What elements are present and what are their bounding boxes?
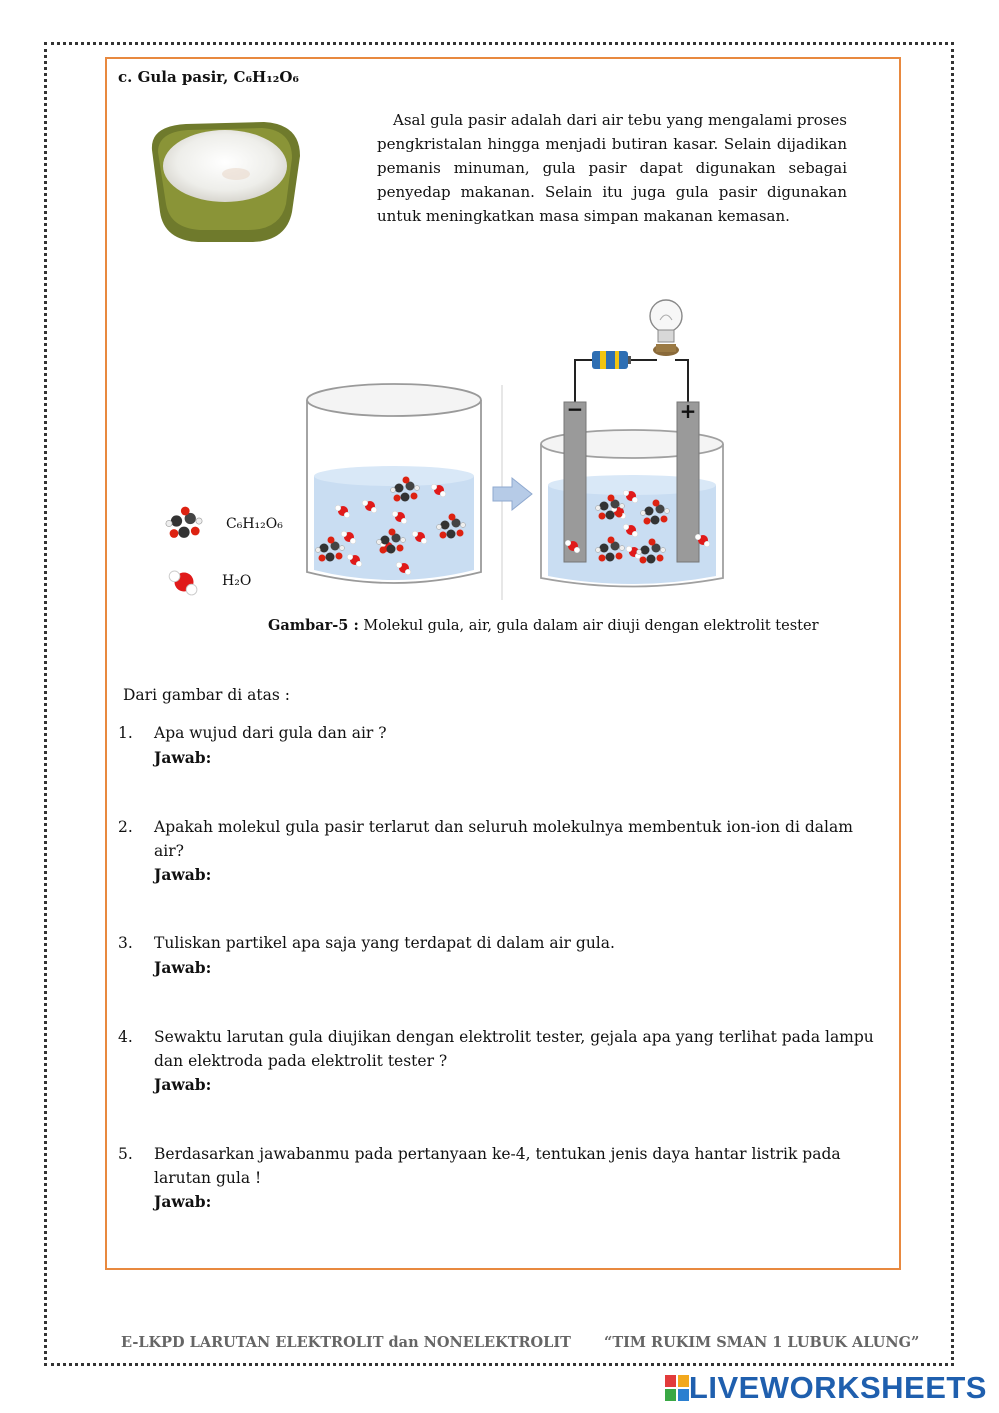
footer-title: E-LKPD LARUTAN ELEKTROLIT dan NONELEKTROLIT — [121, 1334, 571, 1351]
question-4 — [118, 1026, 874, 1097]
question-number: 1. — [118, 724, 133, 742]
light-bulb-icon — [650, 300, 682, 356]
question-text: Berdasarkan jawabanmu pada pertanyaan ke-4, tentukan jenis daya hantar listrik pada larutan gula ! — [154, 1145, 841, 1187]
question-text: Apakah molekul gula pasir terlarut dan seluruh molekulnya membentuk ion-ion di dalam air? — [154, 818, 853, 860]
caption-text: Molekul gula, air, gula dalam air diuji dengan elektrolit tester — [358, 618, 819, 634]
battery-icon — [592, 351, 631, 369]
question-2 — [118, 816, 874, 887]
question-5 — [118, 1143, 874, 1214]
electrolyte-test-figure — [160, 290, 880, 610]
water-molecule-icon — [169, 571, 197, 595]
negative-electrode — [564, 397, 586, 562]
answer-label[interactable]: Jawab: — [154, 747, 212, 767]
sugar-molecule-icon — [166, 507, 202, 538]
question-1 — [118, 722, 874, 769]
minus-sign: − — [566, 397, 584, 421]
questions-lead: Dari gambar di atas : — [123, 686, 290, 704]
liveworksheets-wordmark: LIVEWORKSHEETS — [688, 1370, 987, 1405]
legend-water-label: H₂O — [222, 573, 252, 589]
footer-team: “TIM RUKIM SMAN 1 LUBUK ALUNG” — [604, 1334, 920, 1351]
question-number: 4. — [118, 1028, 133, 1046]
legend-sugar-label: C₆H₁₂O₆ — [226, 516, 283, 532]
answer-label[interactable]: Jawab: — [154, 1192, 212, 1211]
answer-label[interactable]: Jawab: — [154, 1075, 212, 1094]
section-heading: c. Gula pasir, C₆H₁₂O₆ — [118, 68, 299, 86]
liveworksheets-logo[interactable] — [665, 1370, 987, 1406]
question-3 — [118, 932, 874, 979]
answer-label[interactable]: Jawab: — [154, 957, 212, 977]
liveworksheets-logo-icon — [665, 1375, 689, 1401]
question-number: 2. — [118, 818, 133, 836]
question-number: 5. — [118, 1145, 133, 1163]
question-text: Tuliskan partikel apa saja yang terdapat di dalam air gula. — [154, 934, 615, 952]
answer-label[interactable]: Jawab: — [154, 865, 212, 884]
plus-sign: + — [679, 399, 697, 423]
sugar-bowl-image — [146, 116, 306, 246]
question-text: Apa wujud dari gula dan air ? — [154, 724, 387, 742]
intro-paragraph: Asal gula pasir adalah dari air tebu yang mengalami proses pengkristalan hingga menjadi butiran kasar. Selain dijadikan pemanis minuman, gula pasir dapat digunakan sebagai penyedap makanan. Selain itu juga gula pasir digunakan untuk meningkatkan masa simpan makanan kemasan. — [377, 111, 847, 225]
question-text: Sewaktu larutan gula diujikan dengan elektrolit tester, gejala apa yang terlihat pada lampu dan elektroda pada elektrolit tester ? — [154, 1028, 874, 1070]
question-number: 3. — [118, 934, 133, 952]
figure-caption — [268, 617, 819, 634]
page-footer — [121, 1334, 919, 1351]
caption-label: Gambar-5 : — [268, 617, 359, 634]
